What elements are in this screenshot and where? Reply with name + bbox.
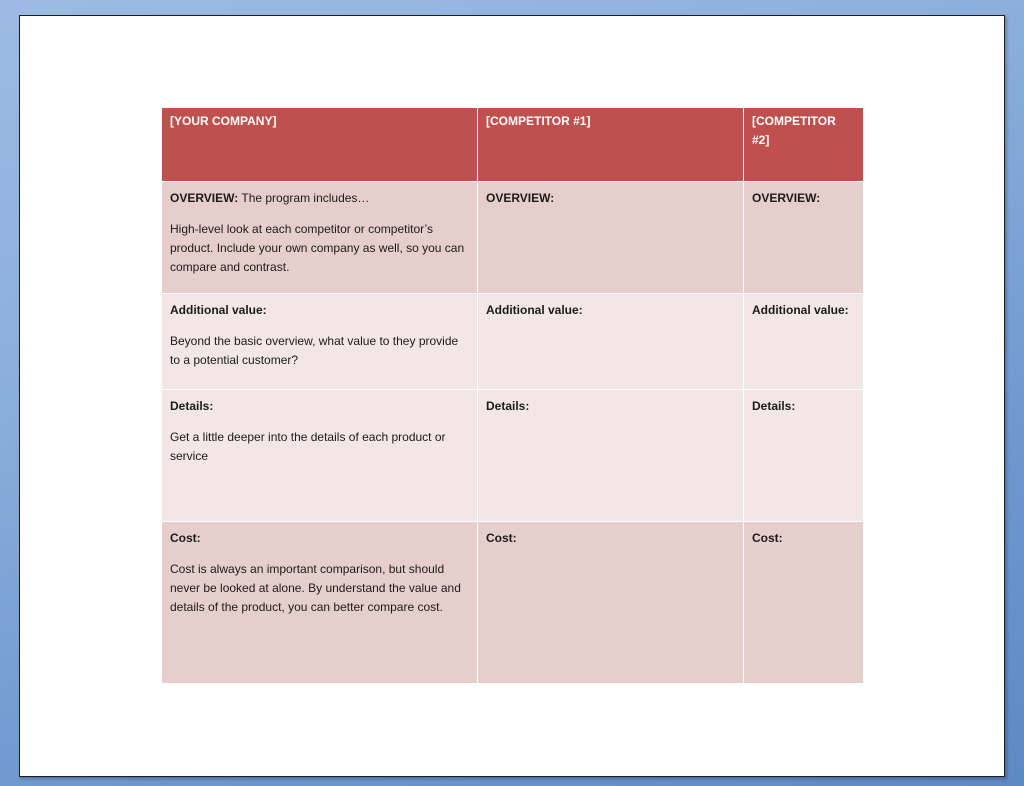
additional-value-competitor-1-label: Additional value: <box>486 303 583 317</box>
additional-value-your-company-cell[interactable] <box>162 294 478 390</box>
overview-row <box>162 182 864 294</box>
details-your-company-cell[interactable] <box>162 390 478 522</box>
details-label: Details: <box>170 399 214 413</box>
header-competitor-1[interactable]: [COMPETITOR #1] <box>478 108 744 182</box>
competitor-comparison-table <box>161 107 864 684</box>
additional-value-competitor-2-label: Additional value: <box>752 303 849 317</box>
cost-label: Cost: <box>170 531 201 545</box>
cost-competitor-2-label: Cost: <box>752 531 783 545</box>
details-row <box>162 390 864 522</box>
overview-competitor-2-label: OVERVIEW: <box>752 191 821 205</box>
details-competitor-1-cell[interactable] <box>478 390 744 522</box>
header-competitor-2[interactable]: [COMPETITOR #2] <box>744 108 864 182</box>
additional-value-label: Additional value: <box>170 303 267 317</box>
additional-value-row <box>162 294 864 390</box>
details-competitor-2-cell[interactable] <box>744 390 864 522</box>
overview-body: High-level look at each competitor or competitor’s product. Include your own company as well, so you can compare and contrast. <box>170 222 465 274</box>
details-body: Get a little deeper into the details of each product or service <box>170 430 446 463</box>
additional-value-body: Beyond the basic overview, what value to they provide to a potential customer? <box>170 334 459 367</box>
details-competitor-2-label: Details: <box>752 399 796 413</box>
details-competitor-1-label: Details: <box>486 399 530 413</box>
cost-competitor-1-cell[interactable] <box>478 522 744 684</box>
cost-competitor-1-label: Cost: <box>486 531 517 545</box>
cost-your-company-cell[interactable] <box>162 522 478 684</box>
overview-label: OVERVIEW: <box>170 191 239 205</box>
overview-competitor-1-cell[interactable] <box>478 182 744 294</box>
overview-lead: The program includes… <box>238 191 370 205</box>
additional-value-competitor-1-cell[interactable] <box>478 294 744 390</box>
additional-value-competitor-2-cell[interactable] <box>744 294 864 390</box>
overview-your-company-cell[interactable] <box>162 182 478 294</box>
overview-competitor-1-label: OVERVIEW: <box>486 191 555 205</box>
cost-row <box>162 522 864 684</box>
document-page <box>19 15 1005 777</box>
header-your-company[interactable]: [YOUR COMPANY] <box>162 108 478 182</box>
cost-body: Cost is always an important comparison, but should never be looked at alone. By understand the value and details of the product, you can better compare cost. <box>170 562 461 614</box>
header-row <box>162 108 864 182</box>
cost-competitor-2-cell[interactable] <box>744 522 864 684</box>
overview-competitor-2-cell[interactable] <box>744 182 864 294</box>
